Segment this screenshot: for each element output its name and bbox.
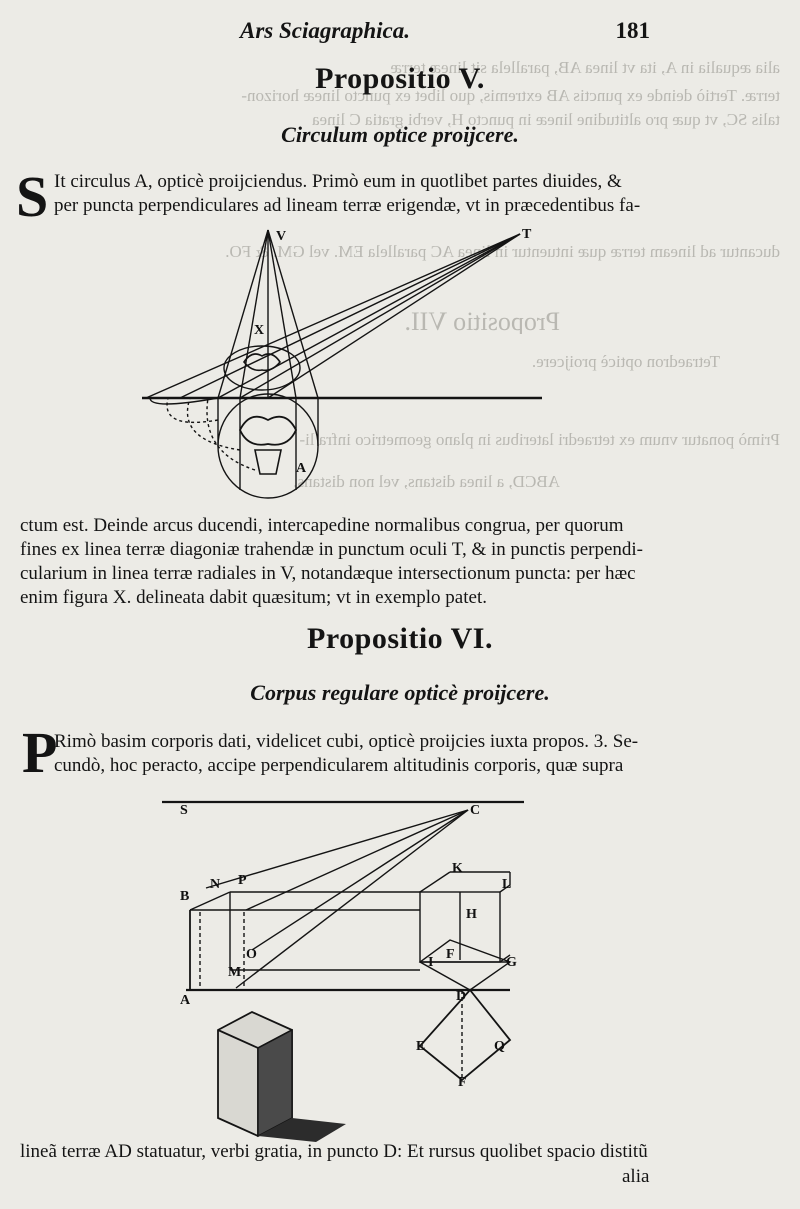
figure-label-p: P	[238, 873, 247, 888]
bleed-through-line: ABCD, a linea distans, vel non distans.	[293, 472, 560, 491]
last-text-line: lineã terræ AD statuatur, verbi gratia, in puncto D: Et rursus quolibet spacio distitũ	[20, 1141, 648, 1162]
figure-label-c: C	[470, 803, 481, 818]
figure-label-f-lower: F	[458, 1075, 467, 1090]
figure-label-k: K	[452, 861, 463, 876]
text-line: enim figura X. delineata dabit quæsitum; vt in exemplo patet.	[20, 587, 487, 608]
proposition-5-subtitle: Circulum optice proijcere.	[281, 122, 519, 147]
figure-label-q: Q	[494, 1039, 505, 1054]
text-line: ctum est. Deinde arcus ducendi, intercapedine normalibus congrua, per quorum	[20, 515, 624, 536]
dropcap-p: P	[22, 720, 58, 785]
proposition-6-title: Propositio VI.	[307, 622, 493, 655]
figure-label-v: V	[276, 229, 287, 244]
text-line: per puncta perpendiculares ad lineam terræ erigendæ, vt in præcedentibus fa-	[54, 195, 641, 216]
figure-label-l: L	[502, 877, 512, 892]
figure-label-t: T	[522, 227, 532, 242]
running-title: Ars Sciagraphica.	[240, 18, 410, 43]
bleed-through-line: alia æqualia in A, ita vt linea AB, parallela sit lineæ terræ	[390, 58, 780, 77]
dropcap-s: S	[16, 164, 49, 229]
figure-label-a: A	[296, 461, 307, 476]
bleed-through-line: talis SC, vt quæ pro altitudine lineæ in puncto H, verbi gratia C linea	[312, 110, 780, 129]
figure-label-h: H	[466, 907, 477, 922]
figure-label-s: S	[180, 803, 188, 818]
figure-label-g: G	[506, 955, 517, 970]
text-line: cundò, hoc peracto, accipe perpendicularem altitudinis corporis, quæ supra	[54, 755, 624, 776]
catchword: alia	[622, 1166, 650, 1187]
page-number: 181	[615, 18, 650, 43]
bleed-through-line: terræ. Tertiò deinde ex punctis AB extremis, quo libet ex puncto lineæ horizon-	[241, 86, 780, 105]
figure-label-x: X	[254, 323, 265, 338]
figure-label-n: N	[210, 877, 221, 892]
figure-label-e: E	[416, 1039, 426, 1054]
bleed-through-line: ducantur ad lineam terræ quæ intuentur in linea AC parallela EM. vel GM. & FO.	[225, 242, 780, 261]
bleed-through-line: Primò ponatur vnum ex tetraedri lateribus in plano geometrico infra li-	[299, 430, 780, 449]
figure-label-a2: A	[180, 993, 191, 1008]
proposition-5-title: Propositio V.	[315, 62, 485, 95]
figure-label-f-upper: F	[446, 947, 455, 962]
figure-label-d: D	[456, 989, 467, 1004]
bleed-through-line: Tetraedron opticè proijcere.	[531, 352, 720, 371]
text-line: Rimò basim corporis dati, videlicet cubi, opticè proijcies iuxta propos. 3. Se-	[54, 731, 639, 752]
figure-label-b: B	[180, 889, 190, 904]
figure-label-m: M	[228, 965, 242, 980]
figure-label-i: I	[428, 955, 434, 970]
text-line: It circulus A, opticè proijciendus. Primò eum in quotlibet partes diuides, &	[54, 171, 622, 192]
text-line: cularium in linea terræ radiales in V, notandæque intersectionum puncta: per hæc	[20, 563, 636, 584]
proposition-6-subtitle: Corpus regulare opticè proijcere.	[250, 680, 550, 705]
bleed-through-line: Propositio VII.	[404, 310, 560, 334]
figure-label-o: O	[246, 947, 257, 962]
text-line: fines ex linea terræ diagoniæ trahendæ in punctum oculi T, & in punctis perpendi-	[20, 539, 643, 560]
